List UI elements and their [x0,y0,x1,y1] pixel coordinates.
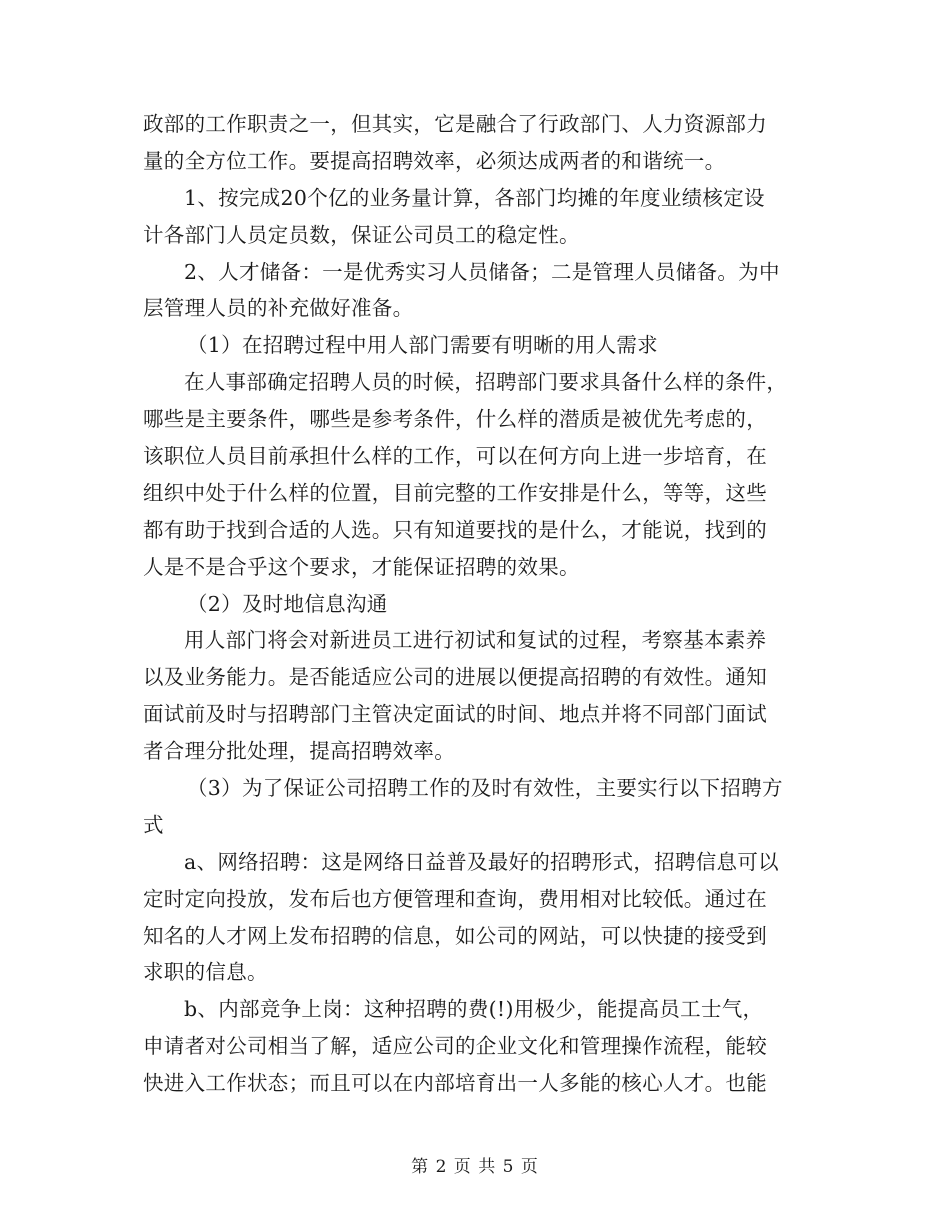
text-line: 用人部门将会对新进员工进行初试和复试的过程，考察基本素养 [184,628,767,653]
text-line: 2、人才储备：一是优秀实习人员储备；二是管理人员储备。为中 [184,259,780,284]
section-heading: （3）为了保证公司招聘工作的及时有效性，主要实行以下招聘方 [187,776,783,801]
text-line: b、内部竞争上岗：这种招聘的费(!)用极少，能提高员工士气， [184,997,764,1022]
text-line: 哪些是主要条件，哪些是参考条件，什么样的潜质是被优先考虑的， [143,407,767,432]
text-line: 面试前及时与招聘部门主管决定面试的时间、地点并将不同部门面试 [143,702,767,727]
page-number-footer: 第 2 页 共 5 页 [411,1157,539,1177]
text-line: 都有助于找到合适的人选。只有知道要找的是什么，才能说，找到的 [143,517,767,542]
text-line: 求职的信息。 [143,960,268,985]
text-line: 人是不是合乎这个要求，才能保证招聘的效果。 [143,554,580,579]
text-line: 申请者对公司相当了解，适应公司的企业文化和管理操作流程，能较 [143,1034,767,1059]
text-line: 在人事部确定招聘人员的时候，招聘部门要求具备什么样的条件， [184,370,788,395]
text-line: 计各部门人员定员数，保证公司员工的稳定性。 [143,222,580,247]
section-heading: （1）在招聘过程中用人部门需要有明晰的用人需求 [187,333,658,358]
text-line: a、网络招聘：这是网络日益普及最好的招聘形式，招聘信息可以 [184,849,779,874]
text-line: 政部的工作职责之一，但其实，它是融合了行政部门、人力资源部力 [143,112,767,136]
section-heading: （2）及时地信息沟通 [187,591,388,616]
text-line: 以及业务能力。是否能适应公司的进展以便提高招聘的有效性。通知 [143,665,767,690]
text-line: 快进入工作状态；而且可以在内部培育出一人多能的核心人才。也能 [143,1071,767,1096]
text-line: 量的全方位工作。要提高招聘效率，必须达成两者的和谐统一。 [143,148,726,173]
text-line: 1、按完成20个亿的业务量计算，各部门均摊的年度业绩核定设 [184,185,765,210]
text-line: 组织中处于什么样的位置，目前完整的工作安排是什么，等等，这些 [143,480,767,505]
text-line: 该职位人员目前承担什么样的工作，可以在何方向上进一步培育，在 [143,444,767,469]
text-line: 者合理分批处理，提高招聘效率。 [143,739,455,764]
text-line: 知名的人才网上发布招聘的信息，如公司的网站，可以快捷的接受到 [143,923,767,948]
text-line: 定时定向投放，发布后也方便管理和查询，费用相对比较低。通过在 [143,886,767,911]
document-body [143,106,808,1102]
text-line: 式 [143,812,164,837]
text-line: 层管理人员的补充做好准备。 [143,296,414,321]
